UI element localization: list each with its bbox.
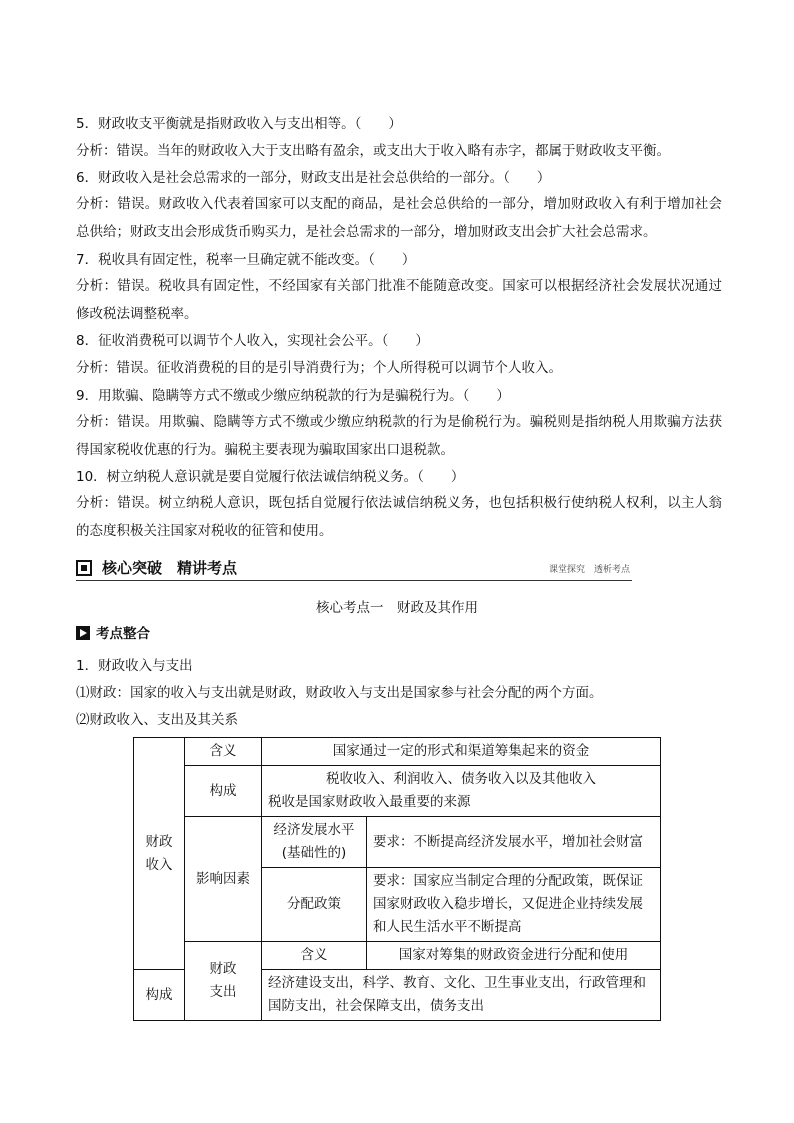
finance-table <box>133 737 661 1021</box>
income-meaning-value: 国家通过一定的形式和渠道筹集起来的资金 <box>262 738 661 766</box>
factor-economy: 经济发展水平(基础性的) <box>262 817 367 868</box>
banner-title: 核心突破 精讲考点 <box>102 559 238 577</box>
question-10: 10．树立纳税人意识就是要自觉履行依法诚信纳税义务。（ ） <box>76 469 465 485</box>
income-composition-value <box>262 766 661 817</box>
answer-5: 分析：错误。当年的财政收入大于支出略有盈余，或支出大于收入略有赤字，都属于财政收支平衡。 <box>76 143 670 159</box>
point-1-2: ⑵财政收入、支出及其关系 <box>76 712 238 728</box>
expense-header-text: 财政支出 <box>209 961 237 1000</box>
banner-subtitle: 课堂探究 透析考点 <box>548 565 630 575</box>
point-1-1: ⑴财政：国家的收入与支出就是财政，财政收入与支出是国家参与社会分配的两个方面。 <box>76 685 603 701</box>
question-5: 5．财政收支平衡就是指财政收入与支出相等。（ ） <box>76 116 402 132</box>
factor-distribution-requirement: 要求：国家应当制定合理的分配政策，既保证国家财政收入稳步增长，又促进企业持续发展和人民生活水平不断提高 <box>367 868 661 942</box>
income-composition-1: 税收收入、利润收入、债务收入以及其他收入 <box>326 771 596 787</box>
section-title: 核心考点一 财政及其作用 <box>316 600 478 616</box>
income-header <box>134 738 185 970</box>
sub-heading-text: 考点整合 <box>96 626 150 642</box>
section-banner <box>76 558 632 581</box>
income-meaning-label: 含义 <box>185 738 262 766</box>
banner-square-icon <box>76 560 92 576</box>
factor-distribution: 分配政策 <box>262 868 367 942</box>
factors-label: 影响因素 <box>185 817 262 942</box>
income-composition-label: 构成 <box>185 766 262 817</box>
question-6: 6．财政收入是社会总需求的一部分，财政支出是社会总供给的一部分。（ ） <box>76 170 551 186</box>
expense-composition-label: 构成 <box>134 970 185 1021</box>
play-icon <box>76 626 90 640</box>
expense-composition-value: 经济建设支出，科学、教育、文化、卫生事业支出，行政管理和国防支出，社会保障支出，债务支出 <box>262 970 661 1021</box>
question-8: 8．征收消费税可以调节个人收入，实现社会公平。（ ） <box>76 333 429 349</box>
answer-6: 分析：错误。财政收入代表着国家可以支配的商品，是社会总供给的一部分，增加财政收入有利于增加社会总供给；财政支出会形成货币购买力，是社会总需求的一部分，增加财政支出会扩大社会总需求。 <box>76 196 722 240</box>
factor-economy-requirement: 要求：不断提高经济发展水平，增加社会财富 <box>367 817 661 868</box>
answer-10: 分析：错误。树立纳税人意识，既包括自觉履行依法诚信纳税义务，也包括积极行使纳税人权利，以主人翁的态度积极关注国家对税收的征管和使用。 <box>76 495 722 539</box>
income-composition-2: 税收是国家财政收入最重要的来源 <box>268 794 471 810</box>
expense-header <box>185 942 262 1021</box>
expense-meaning-label: 含义 <box>262 942 367 970</box>
sub-heading <box>76 624 150 644</box>
point-1: 1．财政收入与支出 <box>76 658 193 674</box>
income-header-text: 财政收入 <box>145 833 173 873</box>
answer-8: 分析：错误。征收消费税的目的是引导消费行为；个人所得税可以调节个人收入。 <box>76 360 562 376</box>
answer-7: 分析：错误。税收具有固定性，不经国家有关部门批准不能随意改变。国家可以根据经济社会发展状况通过修改税法调整税率。 <box>76 278 722 322</box>
expense-meaning-value: 国家对筹集的财政资金进行分配和使用 <box>367 942 661 970</box>
answer-9: 分析：错误。用欺骗、隐瞒等方式不缴或少缴应纳税款的行为是偷税行为。骗税则是指纳税人用欺骗方法获得国家税收优惠的行为。骗税主要表现为骗取国家出口退税款。 <box>76 414 722 458</box>
question-7: 7．税收具有固定性，税率一旦确定就不能改变。（ ） <box>76 252 416 268</box>
question-9: 9．用欺骗、隐瞒等方式不缴或少缴应纳税款的行为是骗税行为。（ ） <box>76 388 510 404</box>
